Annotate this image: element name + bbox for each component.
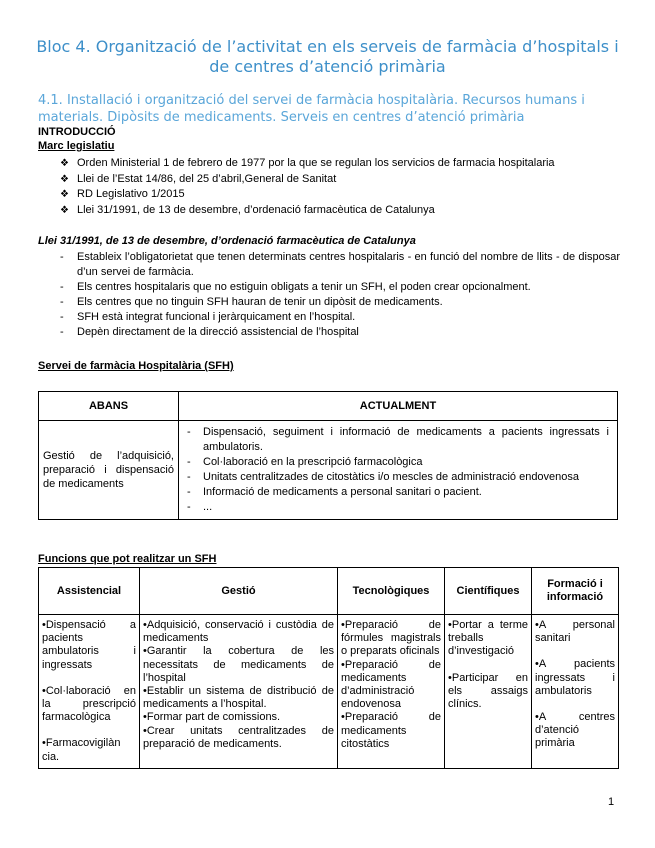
cell-item: •Portar a terme treballs d’investigació [448,619,528,658]
list-item: ❖ RD Legislativo 1/2015 [60,187,555,203]
dash-bullet-icon: - [187,501,191,513]
column-header-gestio: Gestió [140,568,338,615]
column-header-cientifiques: Científiques [445,568,532,615]
table-header-row [39,392,618,421]
list-item: ❖ Llei de l’Estat 14/86, del 25 d’abril,General de Sanitat [60,172,555,188]
cell-item: •A pacients ingressats i ambulatoris [535,658,615,697]
intro-heading: INTRODUCCIÓ [38,126,116,138]
cell-item: •Establir un sistema de distribució de medicaments a l’hospital. [143,685,334,711]
sfh-heading: Servei de farmàcia Hospitalària (SFH) [38,360,234,372]
cell-item: •Farmacovigilàn cia. [42,737,121,763]
formacio-cell [532,615,619,769]
abans-cell: Gestió de l’adquisició, preparació i dispensació de medicaments [39,421,179,520]
section-subtitle: 4.1. Installació i organització del servei de farmàcia hospitalària. Recursos humans i materials. Dipòsits de medicaments. Serveis en centres d’atenció primària [38,93,585,125]
list-item: - Dispensació, seguiment i informació de medicaments a pacients ingressats i ambulatoris. [187,426,609,453]
marc-legislatiu-list [60,156,555,218]
table-header-row [39,568,619,615]
list-item: ❖ Orden Ministerial 1 de febrero de 1977 por la que se regulan los servicios de farmacia hospitalaria [60,156,555,172]
cell-item: •Crear unitats centralitzades de preparació de medicaments. [143,724,334,750]
cell-item: •Garantir la cobertura de les necessitats de medicaments de l’hospital [143,645,334,684]
list-item: - Els centres que no tinguin SFH hauran de tenir un dipòsit de medicaments. [60,296,443,308]
marc-legislatiu-heading: Marc legislatiu [38,140,115,152]
column-header-assistencial: Assistencial [39,568,140,615]
dash-bullet-icon: - [60,296,64,308]
list-item: - ... [187,501,213,513]
table-row [39,421,618,520]
llei-list [60,250,620,340]
diamond-bullet-icon: ❖ [60,204,69,216]
cell-item: •Preparació de fórmules magistrals o preparats oficinals [341,619,441,658]
dash-bullet-icon: - [187,456,191,468]
dash-bullet-icon: - [187,426,191,438]
column-header-actualment: ACTUALMENT [179,392,618,421]
cell-item: •Formar part de comissions. [143,711,281,724]
column-header-tecnologiques: Tecnològiques [338,568,445,615]
gestio-cell [140,615,338,769]
dash-bullet-icon: - [60,251,64,263]
actualment-cell [179,421,618,520]
cell-item: •Dispensació a pacients ambulatoris i ingressats [42,619,136,671]
funcions-table [38,567,619,769]
dash-bullet-icon: - [187,471,191,483]
cell-item: •A personal sanitari [535,619,615,645]
list-item: - Estableix l’obligatorietat que tenen determinats centres hospitalaris - en funció del nombre de llits - de disposar d’un servei de farmàcia. [60,251,620,278]
cell-item: •Preparació de medicaments citostàtics [341,711,441,750]
list-item: - SFH està integrat funcional i jeràrquicament en l’hospital. [60,311,356,323]
list-item: - Unitats centralitzades de citostàtics i/o mescles de administració endovenosa [187,471,580,483]
cientifiques-cell [445,615,532,769]
list-item: - Els centres hospitalaris que no estiguin obligats a tenir un SFH, el poden crear opcionalment. [60,281,531,293]
abans-actualment-table [38,391,618,520]
dash-bullet-icon: - [187,486,191,498]
dash-bullet-icon: - [60,311,64,323]
diamond-bullet-icon: ❖ [60,173,69,185]
cell-item: •Preparació de medicaments d’administració endovenosa [341,658,441,711]
actualment-list [179,425,617,515]
cell-item: •Col·laboració en la prescripció farmacològica [42,684,136,724]
list-item: - Col·laboració en la prescripció farmacològica [187,456,423,468]
cell-item: •Adquisició, conservació i custòdia de medicaments [143,619,334,645]
assistencial-cell [39,615,140,769]
dash-bullet-icon: - [60,281,64,293]
document-title: Bloc 4. Organització de l’activitat en els serveis de farmàcia d’hospitals i de centres d’atenció primària [36,37,619,76]
column-header-formacio: Formació i informació [532,568,619,615]
list-item: ❖ Llei 31/1991, de 13 de desembre, d’ordenació farmacèutica de Catalunya [60,203,555,219]
table-row [39,615,619,769]
tecnologiques-cell [338,615,445,769]
column-header-abans: ABANS [39,392,179,421]
list-item: - Informació de medicaments a personal sanitari o pacient. [187,486,482,498]
dash-bullet-icon: - [60,326,64,338]
diamond-bullet-icon: ❖ [60,158,69,169]
funcions-heading: Funcions que pot realitzar un SFH [38,553,217,565]
list-item: - Depèn directament de la direcció assistencial de l’hospital [60,326,359,338]
cell-item: •A centres d’atenció primària [535,711,615,750]
cell-item: •Participar en els assaigs clínics. [448,671,528,711]
diamond-bullet-icon: ❖ [60,189,69,200]
page-number: 1 [608,796,615,808]
llei-heading: Llei 31/1991, de 13 de desembre, d’ordenació farmacèutica de Catalunya [38,235,416,247]
